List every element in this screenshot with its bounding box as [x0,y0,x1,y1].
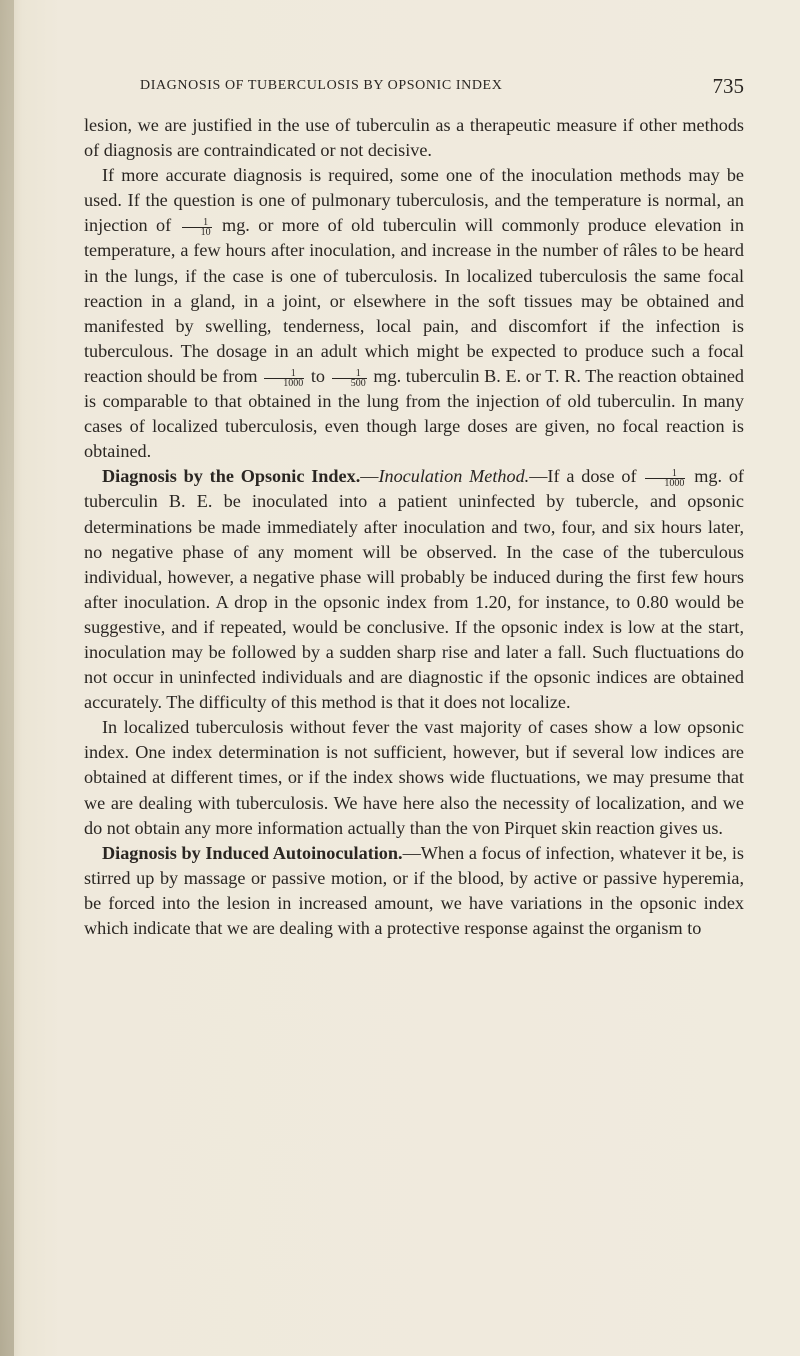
paragraph-2-part-c: mg. tuberculin B. E. or T. R. The reaction obtained is comparable to that obtained in the lung from the injection of old tuberculin. In many cases of localized tuberculosis, even though large doses are given, no focal reaction is obtained. [84,365,745,462]
binding-shadow [0,0,14,1356]
em-dash: — [360,466,379,487]
paragraph-1-text: lesion, we are justified in the use of tuberculin as a therapeutic measure if other methods of diagnosis are contraindicated or not decisive. [84,115,744,161]
section-heading-opsonic-index: Diagnosis by the Opsonic Index. [102,466,361,487]
page-header [84,74,744,100]
em-dash: — [402,842,421,863]
paragraph-2-part-b: mg. or more of old tuberculin will commonly produce elevation in temperature, a few hours after inoculation, and increase in the number of râles to be heard in the lungs, if the case is one of tuberculosis. In localized tuberculosis the same focal reaction in a gland, in a joint, or elsewhere in the soft tissues may be obtained and manifested by swelling, tenderness, local pain, and discomfort if the infection is tuberculous. The dosage in an adult which might be expected to produce such a focal reaction should be from [84,215,745,386]
body-text [84,113,744,941]
paragraph-5 [84,841,744,941]
paragraph-3-part-b: mg. of tuberculin B. E. be inoculated into a patient uninfected by tubercle, and opsonic determinations be made immediately after inoculation and two, four, and six hours later, no negative phase of any moment will be observed. In the case of the tuberculous individual, however, a negative phase will probably be induced during the first few hours after inoculation. A drop in the opsonic index from 1.20, for instance, to 0.80 would be suggestive, and if repeated, would be conclusive. If the opsonic index is low at the start, inoculation may be followed by a sudden sharp rise and later a fall. Such fluctuations do not occur in uninfected individuals and are diagnostic if the opsonic indices are obtained accurately. The difficulty of this method is that it does not localize. [84,466,744,713]
em-dash: — [529,466,548,487]
fraction-one-tenth [182,218,212,237]
section-heading-autoinoculation: Diagnosis by Induced Autoinoculation. [102,842,403,863]
fraction-numerator: 1 [332,369,367,379]
fraction-denominator: 1000 [283,377,304,389]
page-number: 735 [712,74,744,98]
fraction-one-thousandth [645,469,685,488]
paragraph-1 [84,113,744,163]
paragraph-3 [84,464,744,715]
paragraph-4-text: In localized tuberculosis without fever the vast majority of cases show a low opsonic index. One index determination is not sufficient, however, but if several low indices are obtained at different times, or if the index shows wide fluctuations, we may presume that we are dealing with tuberculosis. We have here also the necessity of localization, and we do not obtain any more information actually than the von Pirquet skin reaction gives us. [84,717,744,838]
fraction-numerator: 1 [264,369,304,379]
subsection-heading-inoculation-method: Inoculation Method. [378,466,530,487]
fraction-denominator: 10 [200,227,211,239]
fraction-numerator: 1 [182,218,212,228]
paragraph-5-text: When a focus of infection, whatever it be, is stirred up by massage or passive motion, or if the blood, by active or passive hyperemia, be forced into the lesion in increased amount, we have variations in the opsonic index which indicate that we are dealing with a protective response against the organism to [84,842,744,938]
fraction-denominator: 500 [350,377,366,389]
fraction-denominator: 1000 [664,478,685,490]
fraction-one-five-hundredth [332,369,367,388]
paragraph-2 [84,163,744,464]
paragraph-4 [84,715,744,840]
running-head: DIAGNOSIS OF TUBERCULOSIS BY OPSONIC INDEX [140,78,503,93]
fraction-one-thousandth [264,369,304,388]
paragraph-3-part-a: If a dose of [547,466,637,487]
word-to: to [310,365,326,386]
fraction-numerator: 1 [645,469,685,479]
paragraph-2-part-a: If more accurate diagnosis is required, some one of the inoculation methods may be used. If the question is one of pulmonary tuberculosis, and the temperature is normal, an injection of [84,165,744,236]
